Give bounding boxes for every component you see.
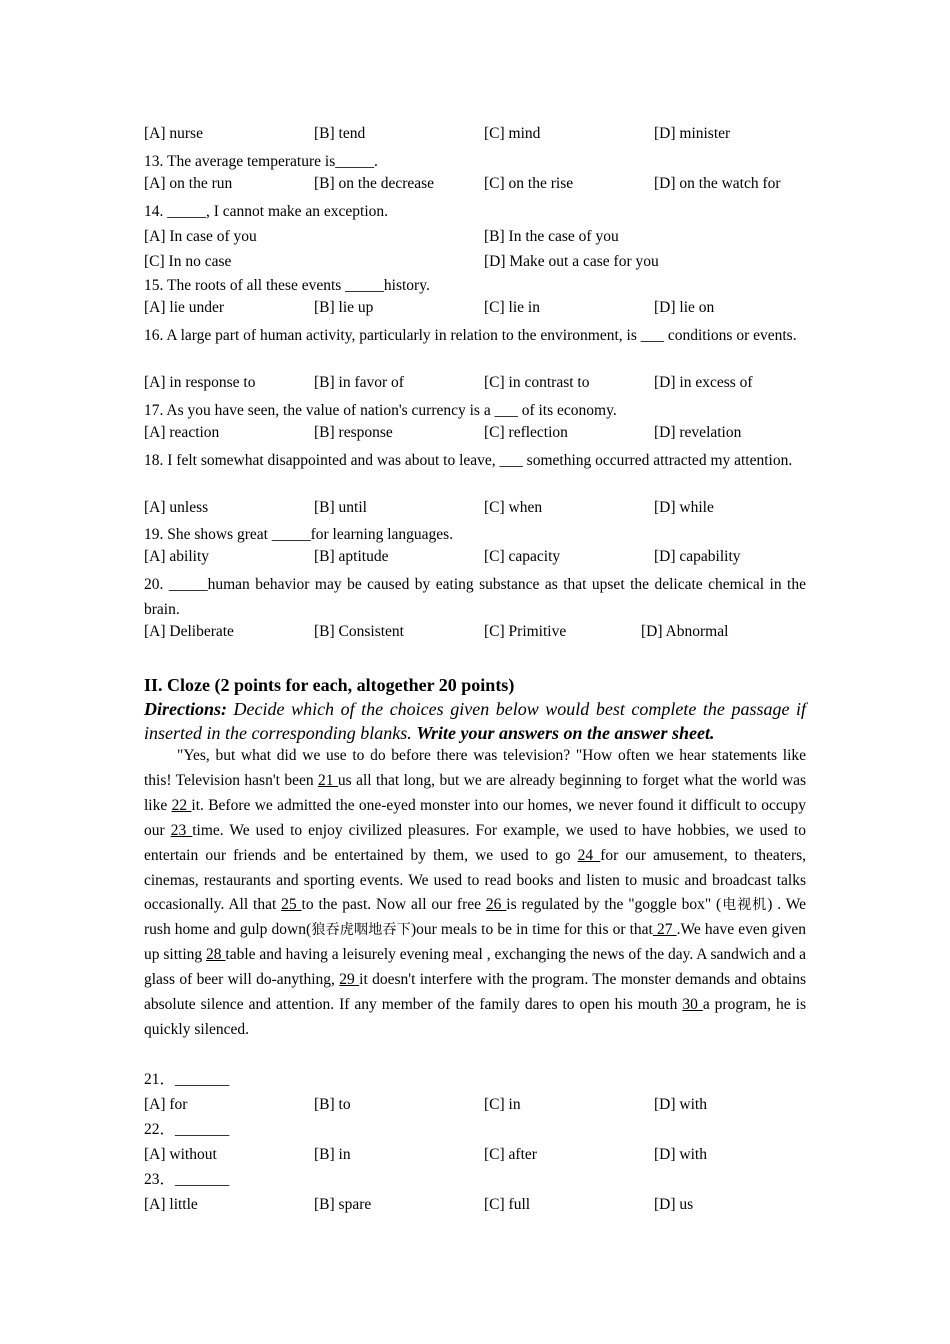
q22-stem: 22．_______ [144,1121,230,1138]
option-a: [A] nurse [144,125,203,142]
option-d: [D] Abnormal [641,623,729,640]
option-a: [A] in response to [144,374,256,391]
option-a: [A] ability [144,548,209,565]
blank-22: 22 [171,796,192,814]
option-a: [A] unless [144,499,209,516]
option-b: [B] lie up [314,299,374,316]
passage-text: time. We used to enjoy civilized pleasures. For example, we used to have hobbies, we used to entertain our friends and be entertained by them, we used to go [144,821,806,864]
option-b: [B] until [314,499,367,516]
directions-text: Decide which of the choices given below would best complete the passage if inserted in the corresponding blanks. [144,699,806,743]
q18-stem: 18. I felt somewhat disappointed and was about to leave, ___ something occurred attracted my attention. [144,452,793,469]
q15-stem: 15. The roots of all these events _____history. [144,277,430,294]
passage-text: .We have even given up sitting [144,921,807,964]
blank-30: 30 [682,996,703,1014]
option-c: [C] after [484,1146,537,1163]
option-b: [B] spare [314,1196,372,1213]
option-a: [A] In case of you [144,228,257,245]
section-heading: II. Cloze (2 points for each, altogether 20 points) [144,675,515,695]
option-d: [D] revelation [654,424,742,441]
option-a: [A] without [144,1146,217,1163]
option-a: [A] on the run [144,175,233,192]
blank-26: 26 [485,896,507,914]
q19-stem: 19. She shows great _____for learning languages. [144,526,454,543]
chinese-gloss: 狼吞虎咽地吞下 [311,922,411,939]
passage-text: )our meals to be in time for this or that [410,921,653,939]
blank-29: 29 [339,971,360,989]
option-d: [D] on the watch for [654,175,781,192]
option-b: [B] to [314,1096,351,1113]
blank-28: 28 [206,946,226,964]
blank-24: 24 [577,846,601,864]
option-b: [B] In the case of you [484,228,619,245]
option-c: [C] lie in [484,299,540,316]
directions-label: Directions: [144,699,227,719]
option-c: [C] In no case [144,253,232,270]
option-c: [C] Primitive [484,623,567,640]
option-c: [C] capacity [484,548,561,565]
cloze-passage [144,744,806,1043]
option-b: [B] in favor of [314,374,404,391]
q14-stem: 14. _____, I cannot make an exception. [144,203,389,220]
q17-stem: 17. As you have seen, the value of nation's currency is a ___ of its economy. [144,402,617,419]
q21-stem: 21．_______ [144,1071,230,1088]
blank-21: 21 [318,771,338,789]
q20-stem: 20. _____human behavior may be caused by eating substance as that upset the delicate chemical in the brain. [144,576,806,618]
option-d: [D] in excess of [654,374,753,391]
passage-text: for our amusement, to theaters, cinemas, restaurants and sporting events. We used to read books and listen to music and broadcast talks occasionally. All that [144,846,807,914]
option-a: [A] little [144,1196,198,1213]
option-c: [C] reflection [484,424,568,441]
option-c: [C] in contrast to [484,374,590,391]
option-b: [B] Consistent [314,623,404,640]
q16-stem: 16. A large part of human activity, particularly in relation to the environment, is ___ conditions or events. [144,327,797,344]
option-d: [D] with [654,1146,707,1163]
option-b: [B] tend [314,125,366,142]
option-a: [A] Deliberate [144,623,234,640]
option-d: [D] lie on [654,299,715,316]
blank-23: 23 [170,821,193,839]
option-d: [D] while [654,499,714,516]
option-d: [D] capability [654,548,741,565]
option-a: [A] reaction [144,424,220,441]
option-b: [B] on the decrease [314,175,435,192]
passage-text: ) . We rush home and gulp down( [144,896,806,939]
blank-25: 25 [281,896,302,914]
passage-text: table and having a leisurely evening meal , exchanging the news of the day. A sandwich and a glass of beer will do-anything, [144,946,807,989]
option-a: [A] lie under [144,299,225,316]
passage-text: us all that long, but we are already beginning to forget what the world was like [144,771,806,814]
option-a: [A] for [144,1096,188,1113]
option-c: [C] in [484,1096,521,1113]
option-c: [C] full [484,1196,531,1213]
passage-text: to the past. Now all our free [301,896,486,914]
option-c: [C] when [484,499,543,516]
option-b: [B] response [314,424,393,441]
option-c: [C] mind [484,125,541,142]
option-d: [D] with [654,1096,707,1113]
q23-stem: 23．_______ [144,1171,230,1188]
q13-stem: 13. The average temperature is_____. [144,153,378,170]
option-b: [B] aptitude [314,548,389,565]
passage-text: it. Before we admitted the one-eyed monster into our homes, we never found it difficult to occupy our [144,796,806,839]
passage-text: it doesn't interfere with the program. The monster demands and obtains absolute silence and attention. If any member of the family dares to open his mouth [144,971,807,1014]
passage-text: a program, he is quickly silenced. [144,996,806,1038]
option-d: [D] us [654,1196,694,1213]
option-d: [D] minister [654,125,731,142]
directions-bold: Write your answers on the answer sheet. [416,723,715,743]
passage-text: "Yes, but what did we use to do before there was television? "How often we hear statements like this! Television hasn't been [144,747,806,789]
passage-text: is regulated by the "goggle box" ( [506,896,722,914]
option-b: [B] in [314,1146,351,1163]
option-c: [C] on the rise [484,175,574,192]
blank-27: 27 [652,921,677,939]
directions [144,697,806,745]
chinese-gloss: 电视机 [721,897,768,914]
option-d: [D] Make out a case for you [484,253,659,270]
